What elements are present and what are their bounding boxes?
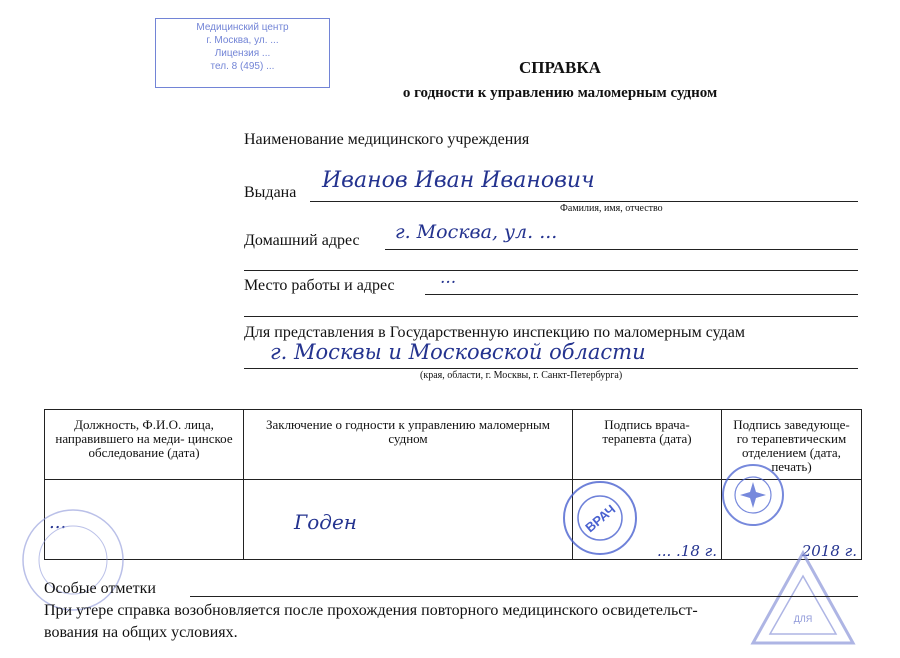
clinic-stamp: [155, 18, 330, 88]
notes-label: Особые отметки: [44, 580, 156, 597]
conclusion-cell: [244, 480, 573, 560]
home-address-value: г. Москва, ул. ...: [395, 221, 558, 243]
issued-label: Выдана: [244, 184, 297, 201]
table-header-head-signature: Подпись заведующе- го терапевтическим отделением (дата, печать): [722, 410, 862, 480]
presentation-label: Для представления в Государственную инспекцию по маломерным судам: [244, 324, 745, 341]
table-header-doctor-signature: Подпись врача- терапевта (дата): [573, 410, 722, 480]
home-address-line-2: [244, 270, 858, 271]
institution-label: Наименование медицинского учреждения: [244, 131, 530, 148]
loss-note-line-2: вования на общих условиях.: [44, 624, 238, 641]
clinic-stamp-line: тел. 8 (495) ...: [210, 61, 275, 72]
department-seal: [720, 462, 786, 528]
presentation-value: г. Москвы и Московской области: [270, 340, 646, 364]
work-value: ...: [440, 268, 457, 288]
doctor-signature-value: ... .18 г.: [656, 542, 717, 560]
issued-line: [310, 201, 858, 202]
clinic-stamp-line: Медицинский центр: [196, 22, 289, 33]
work-line: [425, 294, 858, 295]
doctor-stamp-text: ВРАЧ: [582, 501, 619, 536]
conclusion-value: Годен: [294, 510, 357, 534]
issued-value: Иванов Иван Иванович: [322, 168, 595, 193]
presentation-line: [244, 368, 858, 369]
head-signature-value: 2018 г.: [801, 542, 857, 560]
triangle-stamp: [748, 548, 858, 648]
presentation-caption: (края, области, г. Москвы, г. Санкт-Петербурга): [420, 370, 623, 381]
table-header-referrer: Должность, Ф.И.О. лица, направившего на меди- цинское обследование (дата): [45, 410, 244, 480]
work-line-2: [244, 316, 858, 317]
work-label: Место работы и адрес: [244, 277, 395, 294]
home-address-line: [385, 249, 858, 250]
referrer-value: ...: [49, 512, 67, 533]
clinic-stamp-line: г. Москва, ул. ...: [206, 35, 279, 46]
clinic-stamp-line: Лицензия ...: [214, 48, 271, 59]
document-subtitle: о годности к управлению маломерным судном: [402, 85, 718, 101]
star-icon: [740, 482, 766, 508]
notes-line: [190, 596, 858, 597]
issued-caption: Фамилия, имя, отчество: [560, 203, 663, 214]
loss-note-line-1: При утере справка возобновляется после прохождения повторного медицинского освидетельст-: [44, 602, 698, 619]
doctor-stamp: [560, 478, 640, 558]
table-header-conclusion: Заключение о годности к управлению маломерным судном: [244, 410, 573, 480]
home-address-label: Домашний адрес: [244, 232, 360, 249]
document-title: СПРАВКА: [519, 58, 601, 77]
triangle-stamp-text: ДЛЯ: [793, 614, 813, 624]
